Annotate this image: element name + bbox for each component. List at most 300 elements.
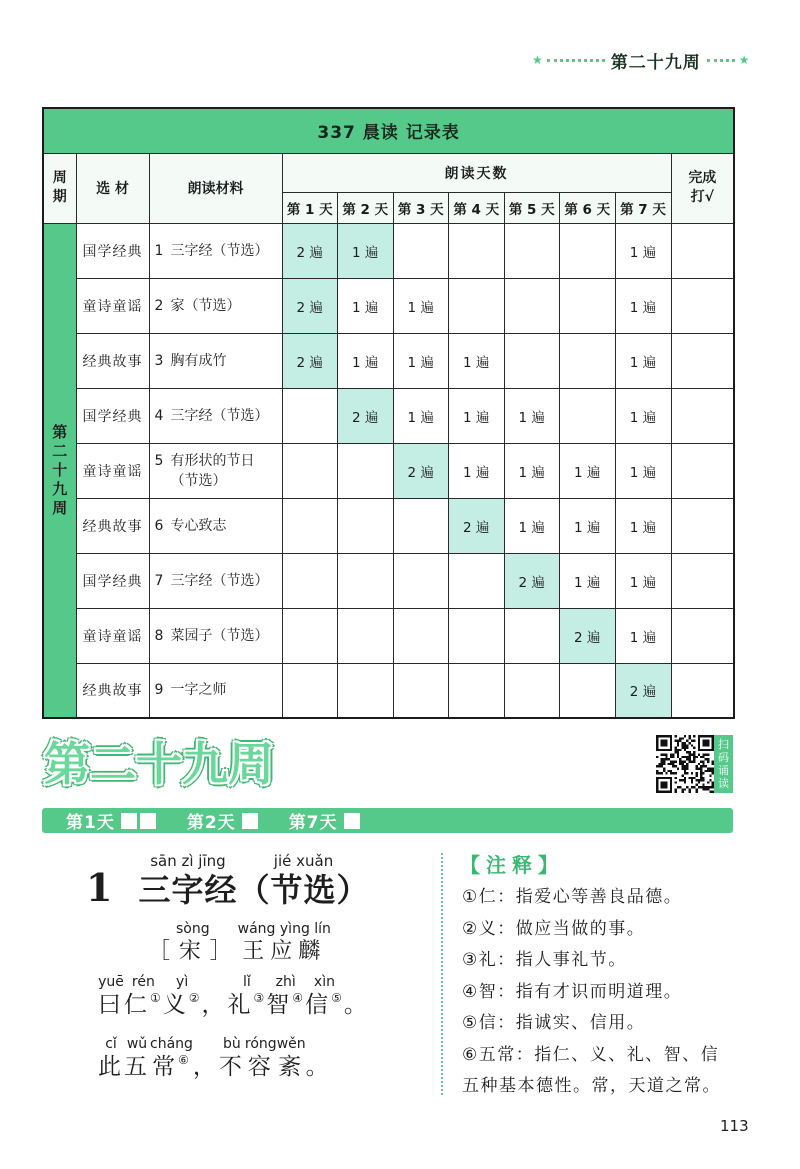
star-icon: ★ (738, 53, 750, 67)
qr-module (677, 767, 679, 769)
qr-module (679, 758, 681, 760)
qr-module (677, 740, 679, 742)
qr-module (709, 791, 711, 793)
material-number: 9 (154, 682, 164, 699)
hanzi-group (193, 1052, 219, 1082)
qr-module (698, 781, 700, 783)
day-cell: 1 遍 (615, 608, 671, 663)
qr-module (675, 765, 677, 767)
day-cell: 1 遍 (560, 443, 616, 498)
material-number: 4 (154, 407, 164, 424)
qr-module (661, 761, 663, 763)
lesson-title-text (138, 852, 369, 910)
check-box (140, 813, 156, 829)
qr-module (656, 770, 658, 772)
note-line: ①仁：指爱心等善良品德。 (462, 887, 683, 907)
qr-module (686, 740, 688, 742)
day-label-cell: 第 4 天 (449, 192, 505, 223)
day-progress-item (187, 808, 261, 833)
day-label-cell: 第 6 天 (560, 192, 616, 223)
material-cell (149, 498, 282, 553)
qr-module (684, 744, 686, 746)
day-cell: 2 遍 (560, 608, 616, 663)
note-item (462, 882, 762, 914)
qr-module (691, 786, 693, 788)
material-title-line: 三字经（节选） (170, 572, 269, 589)
qr-module (672, 765, 674, 767)
material-title-line: 三字经（节选） (170, 242, 269, 259)
done-check-cell (671, 608, 734, 663)
qr-module (684, 788, 686, 790)
day-cell: 1 遍 (338, 333, 394, 388)
hanzi: 曰 (98, 992, 124, 1018)
day-cell: 1 遍 (338, 223, 394, 278)
qr-finder-pattern (702, 740, 709, 747)
qr-module (702, 754, 704, 756)
hanzi-group (344, 990, 370, 1020)
day-cell (393, 663, 449, 718)
qr-module (698, 763, 700, 765)
note-item (462, 1008, 762, 1040)
day-label-cell: 第 7 天 (615, 192, 671, 223)
qr-module (663, 767, 665, 769)
syllable-group (163, 974, 202, 1020)
day-progress-bar (42, 808, 733, 833)
material-title-line: 一字之师 (170, 682, 227, 699)
day-cell: 1 遍 (504, 388, 560, 443)
qr-module (656, 756, 658, 758)
hanzi: 不 (218, 1054, 245, 1080)
qr-module (702, 786, 704, 788)
qr-module (693, 758, 695, 760)
qr-module (679, 749, 681, 751)
qr-scan-label: 扫码诵读 (718, 738, 729, 790)
qr-module (693, 756, 695, 758)
category-cell: 童诗童谣 (76, 608, 149, 663)
record-row (43, 223, 734, 278)
qr-module (661, 754, 663, 756)
pinyin: wěn (276, 1036, 306, 1052)
day-cell: 1 遍 (615, 498, 671, 553)
qr-module (688, 742, 690, 744)
material-title (171, 451, 255, 491)
day-cell: 1 遍 (615, 443, 671, 498)
note-item (462, 977, 762, 1009)
day-cell (560, 333, 616, 388)
material-title (171, 406, 269, 426)
qr-module (663, 754, 665, 756)
pinyin: rén (131, 974, 155, 990)
day-cell: 1 遍 (504, 498, 560, 553)
material-cell (149, 278, 282, 333)
running-week-header (532, 47, 750, 73)
qr-module (665, 758, 667, 760)
day-cell (282, 498, 338, 553)
note-marker: ⑥ (178, 1053, 189, 1067)
day-cell: 2 遍 (282, 278, 338, 333)
qr-module (709, 786, 711, 788)
verse-line (98, 974, 370, 1020)
qr-module (684, 742, 686, 744)
day-cell (449, 608, 505, 663)
pinyin: xìn (313, 974, 335, 990)
qr-module (686, 751, 688, 753)
qr-module (707, 754, 709, 756)
qr-module (693, 751, 695, 753)
qr-module (679, 763, 681, 765)
qr-module (688, 735, 690, 737)
qr-module (684, 765, 686, 767)
syllable-group (124, 1036, 150, 1082)
lesson-title (86, 852, 370, 910)
hanzi: 节选 (270, 871, 337, 909)
hanzi: 宋 (178, 939, 207, 964)
day-cell: 1 遍 (615, 553, 671, 608)
qr-module (675, 751, 677, 753)
day-cell: 2 遍 (282, 333, 338, 388)
qr-module (702, 772, 704, 774)
material-cell (149, 223, 282, 278)
qr-module (679, 737, 681, 739)
day-progress-item (289, 808, 363, 833)
material-title (171, 351, 227, 371)
qr-module (675, 747, 677, 749)
qr-module (688, 737, 690, 739)
lesson-verse (98, 974, 370, 1098)
material-title-line: 三字经（节选） (170, 407, 269, 424)
syllable-group (124, 974, 163, 1020)
qr-module (688, 756, 690, 758)
qr-module (677, 749, 679, 751)
qr-module (686, 747, 688, 749)
qr-module (707, 781, 709, 783)
syllable-group (148, 921, 176, 967)
hanzi-group (248, 1052, 274, 1082)
day-cell (338, 443, 394, 498)
pinyin: yì (176, 974, 189, 990)
qr-module (700, 756, 702, 758)
hanzi: 义 (162, 992, 189, 1018)
qr-module (677, 742, 679, 744)
qr-module (695, 756, 697, 758)
qr-module (677, 744, 679, 746)
qr-module (693, 754, 695, 756)
qr-module (665, 772, 667, 774)
qr-module (691, 740, 693, 742)
qr-module (661, 763, 663, 765)
hanzi-group (219, 1052, 245, 1082)
hanzi-group (242, 937, 326, 967)
qr-module (684, 749, 686, 751)
day-cell (560, 663, 616, 718)
hanzi-group (337, 870, 370, 910)
qr-module (686, 772, 688, 774)
qr-module (688, 761, 690, 763)
hanzi-group (228, 990, 267, 1020)
hanzi: 三字经 (138, 871, 238, 909)
lesson-author (148, 921, 331, 967)
material-title-line: 专心致志 (170, 517, 227, 534)
qr-module (688, 788, 690, 790)
qr-module (688, 758, 690, 760)
done-check-cell (671, 498, 734, 553)
qr-module (709, 774, 711, 776)
done-check-header (671, 153, 734, 223)
qr-module (702, 777, 704, 779)
category-cell: 童诗童谣 (76, 443, 149, 498)
material-title-line: 菜园子（节选） (170, 627, 269, 644)
syllable-group (219, 1036, 245, 1082)
qr-module (682, 756, 684, 758)
qr-module (677, 754, 679, 756)
day-cell: 2 遍 (504, 553, 560, 608)
day-label-cell: 第 3 天 (393, 192, 449, 223)
qr-module (693, 747, 695, 749)
day-cell: 1 遍 (449, 333, 505, 388)
qr-module (675, 740, 677, 742)
hanzi: 此 (98, 1054, 124, 1080)
material-number: 7 (154, 572, 164, 589)
note-line: ③礼：指人事礼节。 (462, 950, 627, 970)
qr-module (682, 765, 684, 767)
qr-module (684, 779, 686, 781)
qr-module (665, 754, 667, 756)
note-marker: ④ (292, 991, 304, 1005)
material-title-line: 有形状的节日 (170, 452, 255, 469)
qr-module (682, 788, 684, 790)
qr-module (675, 749, 677, 751)
pinyin: bù (223, 1036, 241, 1052)
day-cell: 1 遍 (560, 553, 616, 608)
material-title-line: 家（节选） (170, 297, 241, 314)
qr-module (658, 763, 660, 765)
qr-module (686, 767, 688, 769)
hanzi: ， (192, 1054, 219, 1080)
day-cell: 1 遍 (560, 498, 616, 553)
material-entry (155, 680, 282, 700)
material-title (171, 626, 269, 646)
qr-code-icon (656, 735, 714, 793)
record-row (43, 498, 734, 553)
qr-module (707, 788, 709, 790)
verse-line (98, 1036, 370, 1082)
check-box (242, 813, 258, 829)
day-cell (393, 553, 449, 608)
qr-module (709, 767, 711, 769)
period-header (43, 153, 76, 223)
qr-module (670, 772, 672, 774)
qr-module (693, 777, 695, 779)
qr-module (672, 763, 674, 765)
qr-module (682, 742, 684, 744)
lesson-number: 1 (86, 865, 113, 910)
pinyin: cǐ (105, 1036, 117, 1052)
day-cell (338, 608, 394, 663)
hanzi-group (270, 870, 336, 910)
dotted-rule (547, 59, 605, 62)
dotted-rule (707, 59, 735, 62)
qr-module (675, 735, 677, 737)
hanzi: 紊 (278, 1054, 305, 1080)
day-cell: 1 遍 (615, 333, 671, 388)
day-progress-label: 第7天 (288, 813, 338, 833)
note-marker: ③ (253, 991, 265, 1005)
day-progress-label: 第1天 (66, 813, 115, 833)
day-cell (560, 278, 616, 333)
material-number: 5 (154, 452, 164, 469)
qr-module (663, 763, 665, 765)
qr-module (691, 781, 693, 783)
qr-module (684, 781, 686, 783)
qr-module (686, 765, 688, 767)
material-title (171, 571, 269, 591)
hanzi: ） (336, 871, 370, 909)
qr-module (663, 758, 665, 760)
done-check-cell (671, 553, 734, 608)
day-cell: 2 遍 (338, 388, 394, 443)
pinyin: cháng (150, 1036, 193, 1052)
notes-heading: 【注释】 (460, 853, 564, 877)
note-marker: ⑤ (331, 991, 342, 1005)
qr-module (682, 744, 684, 746)
period-label: 第二十九周 (52, 422, 68, 517)
qr-module (682, 774, 684, 776)
qr-module (675, 791, 677, 793)
reading-days-header: 朗读天数 (282, 153, 671, 192)
running-week-label: 第二十九周 (610, 52, 701, 73)
hanzi-group (124, 1052, 150, 1082)
qr-module (682, 747, 684, 749)
qr-module (684, 761, 686, 763)
qr-module (688, 754, 690, 756)
done-check-cell (671, 388, 734, 443)
day-cell: 1 遍 (338, 278, 394, 333)
qr-module (700, 765, 702, 767)
day-cell (393, 498, 449, 553)
syllable-group (245, 1036, 277, 1082)
qr-module (677, 756, 679, 758)
page-number: 113 (720, 1117, 749, 1135)
qr-module (684, 777, 686, 779)
record-row (43, 663, 734, 718)
hanzi-group (210, 937, 238, 967)
check-box (121, 813, 137, 829)
hanzi: 智 (266, 992, 293, 1018)
qr-module (695, 767, 697, 769)
qr-module (702, 784, 704, 786)
material-entry (155, 296, 282, 316)
qr-module (679, 786, 681, 788)
record-row (43, 443, 734, 498)
done-check-cell (671, 223, 734, 278)
note-line: ⑥五常：指仁、义、礼、智、信 (462, 1044, 720, 1065)
qr-module (672, 761, 674, 763)
qr-module (672, 756, 674, 758)
syllable-group (98, 1036, 124, 1082)
hanzi-group (98, 990, 124, 1020)
table-header-row (43, 153, 734, 192)
hanzi: 。 (343, 992, 370, 1018)
hanzi-group (124, 990, 163, 1020)
qr-module (684, 767, 686, 769)
syllable-group (344, 974, 370, 1020)
qr-module (705, 770, 707, 772)
hanzi-group (179, 937, 207, 967)
pinyin: sān zì jīng (150, 852, 226, 870)
qr-module (688, 791, 690, 793)
table-title: 337 晨读 记录表 (43, 108, 734, 153)
qr-module (702, 763, 704, 765)
qr-module (707, 761, 709, 763)
material-title (171, 516, 227, 536)
syllable-group (202, 974, 228, 1020)
material-number: 1 (154, 242, 164, 259)
category-cell: 经典故事 (76, 333, 149, 388)
qr-module (675, 772, 677, 774)
qr-module (698, 786, 700, 788)
qr-module (695, 765, 697, 767)
qr-module (675, 761, 677, 763)
notes-list (462, 882, 762, 1103)
material-entry (155, 406, 282, 426)
qr-module (702, 779, 704, 781)
done-check-cell (671, 663, 734, 718)
day-progress-item (66, 808, 159, 833)
period-header-label: 周期 (52, 170, 67, 205)
qr-module (691, 777, 693, 779)
qr-module (693, 786, 695, 788)
material-number: 8 (154, 627, 164, 644)
hanzi-group (163, 990, 202, 1020)
qr-module (672, 754, 674, 756)
note-marker: ② (188, 991, 200, 1005)
qr-module (682, 763, 684, 765)
record-row (43, 553, 734, 608)
done-check-cell (671, 443, 734, 498)
qr-scan-label-box (714, 735, 733, 793)
qr-module (684, 747, 686, 749)
day-cell (282, 553, 338, 608)
qr-module (693, 735, 695, 737)
material-title (171, 680, 227, 700)
day-cell (282, 663, 338, 718)
qr-module (700, 774, 702, 776)
qr-module (693, 740, 695, 742)
day-cell: 1 遍 (615, 223, 671, 278)
day-progress-label: 第2天 (186, 813, 236, 833)
qr-module (700, 777, 702, 779)
qr-module (691, 779, 693, 781)
day-cell: 1 遍 (393, 333, 449, 388)
qr-module (700, 770, 702, 772)
column-divider (441, 853, 443, 1095)
day-cell (338, 553, 394, 608)
syllable-group (266, 974, 305, 1020)
qr-module (700, 772, 702, 774)
star-icon: ★ (532, 53, 543, 67)
material-entry (155, 516, 282, 536)
day-cell: 1 遍 (504, 443, 560, 498)
done-header-line: 完成 (688, 170, 717, 186)
day-cell: 1 遍 (393, 388, 449, 443)
material-entry (155, 451, 282, 491)
hanzi: ［ (148, 939, 177, 964)
qr-module (705, 765, 707, 767)
qr-module (670, 770, 672, 772)
syllable-group (176, 921, 210, 967)
record-row (43, 608, 734, 663)
day-cell (449, 278, 505, 333)
